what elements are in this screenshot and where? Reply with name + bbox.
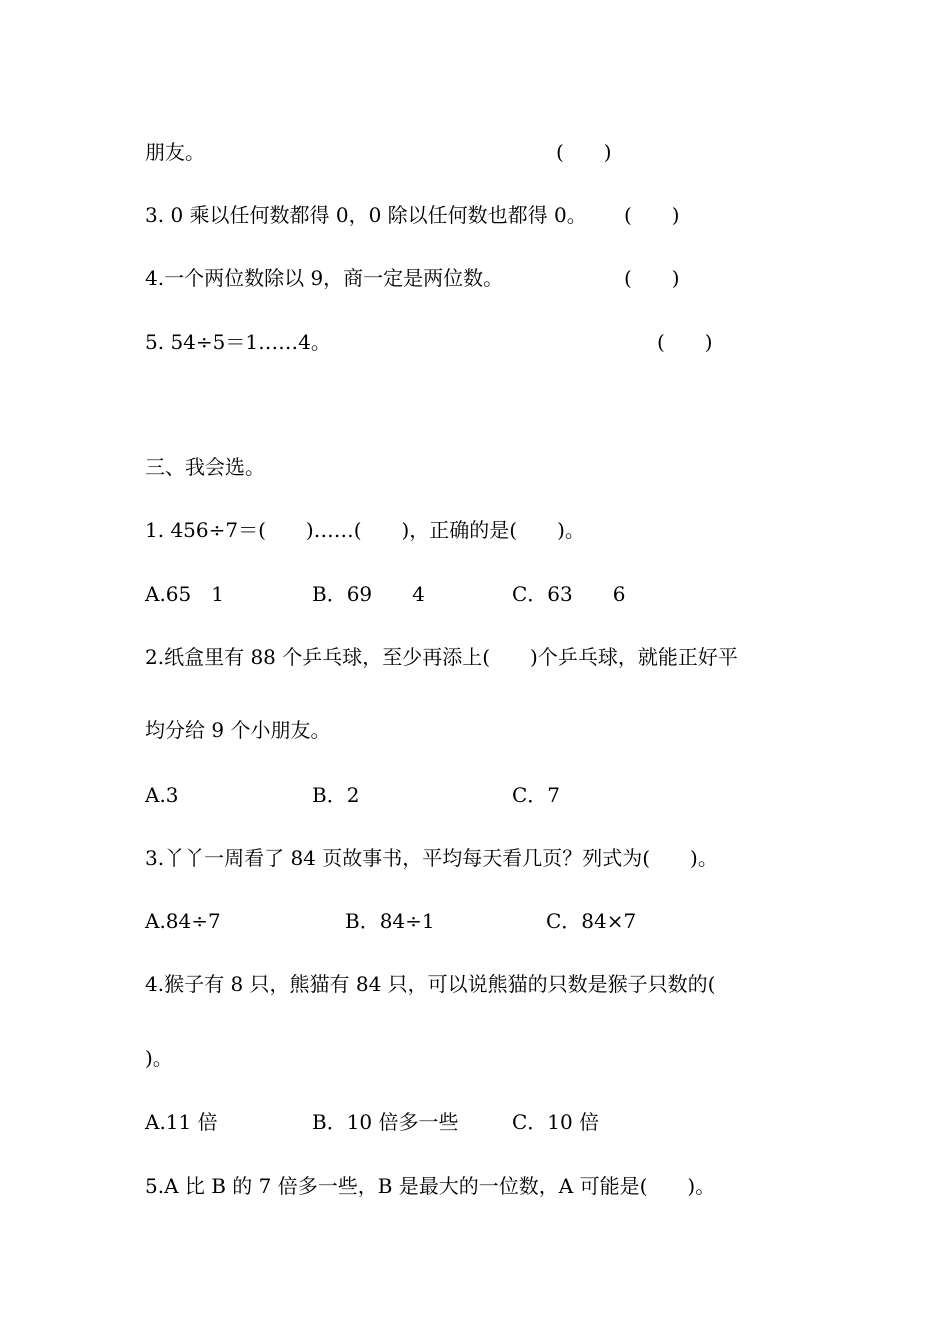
choice-q3: 3.丫丫一周看了 84 页故事书，平均每天看几页？列式为( )。 — [145, 846, 718, 870]
choice-q4-line2: )。 — [145, 1046, 173, 1070]
judgement-item5: 5. 54÷5＝1……4。 — [145, 330, 331, 354]
choice-q4-line1: 4.猴子有 8 只，熊猫有 84 只，可以说熊猫的只数是猴子只数的( — [145, 972, 716, 996]
section-heading: 三、我会选。 — [145, 455, 265, 479]
judgement-item4: 4.一个两位数除以 9，商一定是两位数。 — [145, 266, 504, 290]
choice-q1: 1. 456÷7＝( )……( )，正确的是( )。 — [145, 518, 585, 542]
q3-option-a[interactable]: A.84÷7 — [145, 909, 221, 933]
q1-option-a[interactable]: A.65 1 — [145, 582, 224, 606]
q4-option-b[interactable]: B．10 倍多一些 — [312, 1110, 459, 1134]
q2-option-b[interactable]: B．2 — [312, 783, 360, 807]
q4-option-c[interactable]: C．10 倍 — [512, 1110, 600, 1134]
choice-q5: 5.A 比 B 的 7 倍多一些，B 是最大的一位数，A 可能是( )。 — [145, 1174, 716, 1198]
q3-option-c[interactable]: C．84×7 — [546, 909, 637, 933]
q2-option-c[interactable]: C．7 — [512, 783, 561, 807]
choice-q2-line1: 2.纸盒里有 88 个乒乓球，至少再添上( )个乒乓球，就能正好平 — [145, 645, 738, 669]
q2-option-a[interactable]: A.3 — [145, 783, 179, 807]
answer-bracket-item2[interactable]: ( ) — [556, 140, 612, 164]
q4-option-a[interactable]: A.11 倍 — [145, 1110, 218, 1134]
judgement-item2-tail: 朋友。 — [145, 140, 205, 164]
answer-bracket-item5[interactable]: ( ) — [657, 330, 713, 354]
q1-option-b[interactable]: B．69 4 — [312, 582, 425, 606]
judgement-item3: 3. 0 乘以任何数都得 0，0 除以任何数也都得 0。 — [145, 203, 587, 227]
answer-bracket-item3[interactable]: ( ) — [624, 203, 680, 227]
answer-bracket-item4[interactable]: ( ) — [624, 266, 680, 290]
q3-option-b[interactable]: B．84÷1 — [345, 909, 435, 933]
choice-q2-line2: 均分给 9 个小朋友。 — [145, 718, 331, 742]
q1-option-c[interactable]: C．63 6 — [512, 582, 626, 606]
